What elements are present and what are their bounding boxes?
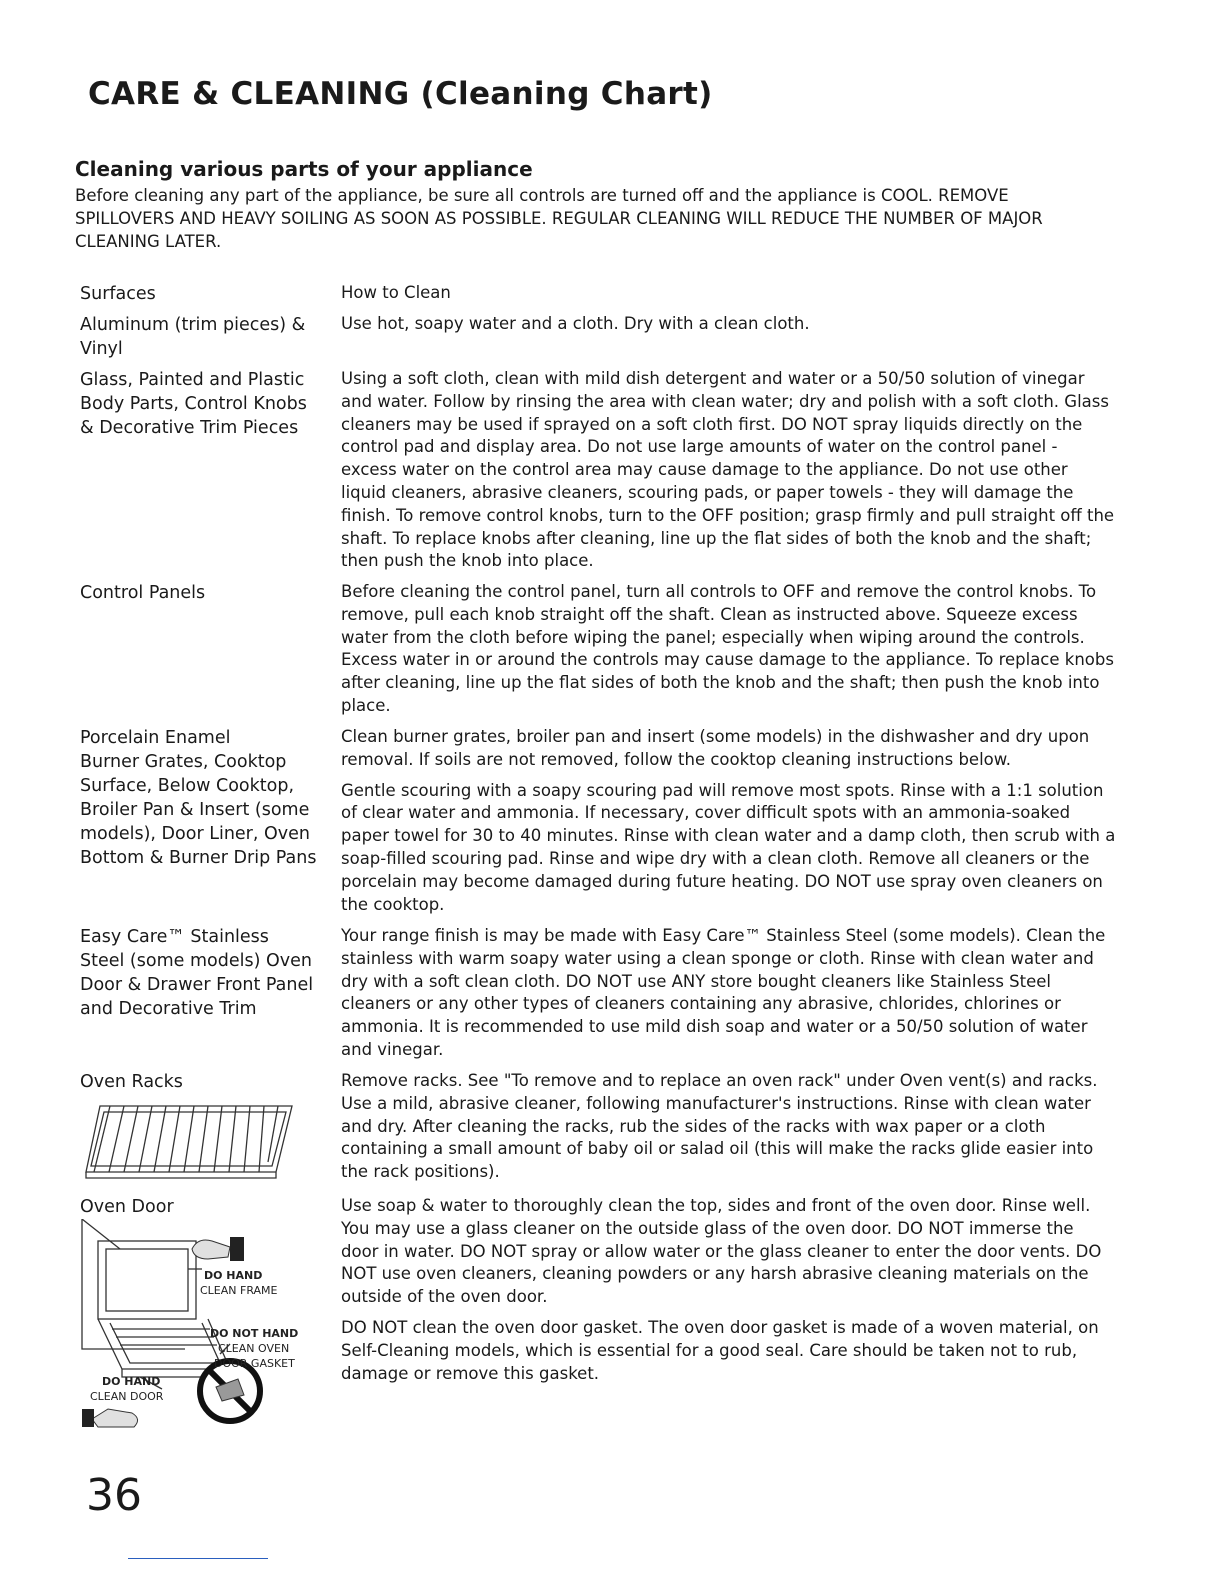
- how-cell: Using a soft cloth, clean with mild dish detergent and water or a 50/50 solution of vinegar and water. Follow by rinsing the area with clean water; dry and polish with a soft cloth. Glass cleaners may be used if sprayed on a soft cloth first. DO NOT spray liquids directly on the control pad and display area. Do not use large amounts of water on the control panel - excess water on the control area may cause damage to the appliance. Do not use other liquid cleaners, abrasive cleaners, scouring pads, or paper towels - they will damage the finish. To remove control knobs, turn to the OFF position; grasp firmly and pull straight off the shaft. To replace knobs after cleaning, line up the flat sides of both the knob and the shaft; then push the knob into place.: [341, 369, 1115, 571]
- prohibited-icon: [200, 1361, 260, 1421]
- surface-cell: Oven Racks: [80, 1072, 183, 1092]
- surface-cell: Glass, Painted and Plastic Body Parts, Control Knobs & Decorative Trim Pieces: [80, 370, 307, 438]
- how-cell-secondary: Gentle scouring with a soapy scouring pad will remove most spots. Rinse with a 1:1 solution of clear water and ammonia. If necessary, cover difficult spots with an ammonia-soaked paper towel for 30 to 40 minutes. Rinse with clean water and a damp cloth, then scrub with a soap-filled scouring pad. Rinse and wipe dry with a clean cloth. Remove all cleaners or the porcelain may become damaged during future heating. DO NOT use spray oven cleaners on the cooktop.: [341, 780, 1116, 914]
- label-do-hand-2: DO HAND: [102, 1375, 161, 1388]
- intro-paragraph: Before cleaning any part of the appliance, be sure all controls are turned off and the appliance is COOL. REMOVE SPILLOVERS AND HEAVY SOILING AS SOON AS POSSIBLE. REGULAR CLEANING WILL REDUCE THE NUMBER OF MAJOR CLEANING LATER.: [75, 186, 1043, 251]
- label-clean-door: CLEAN DOOR: [90, 1390, 164, 1403]
- label-do-not-hand: DO NOT HAND: [210, 1327, 299, 1340]
- how-cell: Before cleaning the control panel, turn all controls to OFF and remove the control knobs. To remove, pull each knob straight off the shaft. Clean as instructed above. Squeeze excess water from the cloth before wiping the panel; especially when wiping around the controls. Excess water in or around the controls may cause damage to the appliance. To replace knobs after cleaning, line up the flat sides of both the knob and the shaft; then push the knob into place.: [341, 582, 1114, 715]
- surface-cell: Control Panels: [80, 583, 206, 603]
- surface-cell: Porcelain Enamel Burner Grates, Cooktop Surface, Below Cooktop, Broiler Pan & Insert (some models), Door Liner, Oven Bottom & Burner Drip Pans: [80, 728, 317, 868]
- page-number: 36: [86, 1470, 142, 1521]
- how-cell-secondary: DO NOT clean the oven door gasket. The oven door gasket is made of a woven material, on Self-Cleaning models, which is essential for a good seal. Care should be taken not to rub, damage or remove this gasket.: [341, 1317, 1099, 1383]
- hand-glove-icon: [192, 1237, 244, 1261]
- how-cell: Use hot, soapy water and a cloth. Dry with a clean cloth.: [341, 314, 810, 333]
- surface-cell: Easy Care™ Stainless Steel (some models) Oven Door & Drawer Front Panel and Decorative Trim: [80, 927, 314, 1019]
- surface-cell: Oven Door: [80, 1197, 174, 1217]
- how-cell: Use soap & water to thoroughly clean the top, sides and front of the oven door. Rinse well. You may use a glass cleaner on the outside glass of the oven door. DO NOT immerse the door in water. DO NOT spray or allow water or the glass cleaner to enter the door vents. DO NOT use oven cleaners, cleaning powders or any harsh abrasive cleaning materials on the outside of the oven door.: [341, 1196, 1102, 1307]
- hand-glove-icon: [82, 1409, 138, 1427]
- oven-door-illustration: [80, 1219, 320, 1429]
- header-how-to-clean: How to Clean: [341, 283, 451, 302]
- oven-rack-illustration: [80, 1102, 302, 1182]
- label-clean-frame: CLEAN FRAME: [200, 1284, 278, 1297]
- label-door-gasket: DOOR GASKET: [214, 1357, 295, 1370]
- footer-divider: [128, 1558, 268, 1559]
- label-do-hand-1: DO HAND: [204, 1269, 263, 1282]
- section-subtitle: Cleaning various parts of your appliance: [75, 157, 533, 181]
- svg-text:DO HAND: [204, 1269, 262, 1282]
- surface-cell: Aluminum (trim pieces) & Vinyl: [80, 315, 306, 359]
- how-cell: Your range finish is may be made with Easy Care™ Stainless Steel (some models). Clean the stainless with warm soapy water using a clean sponge or cloth. Rinse with clean water and dry with a soft clean cloth. DO NOT use ANY store bought cleaners like Stainless Steel cleaners or any other types of cleaners containing any abrasive, chlorides, chlorines or ammonia. It is recommended to use mild dish soap and water or a 50/50 solution of water and vinegar.: [341, 926, 1106, 1059]
- header-surfaces: Surfaces: [80, 284, 156, 304]
- how-cell: Clean burner grates, broiler pan and insert (some models) in the dishwasher and dry upon removal. If soils are not removed, follow the cooktop cleaning instructions below.: [341, 727, 1090, 769]
- how-cell: Remove racks. See "To remove and to replace an oven rack" under Oven vent(s) and racks. Use a mild, abrasive cleaner, following manufacturer's instructions. Rinse with clean water and dry. After cleaning the racks, rub the sides of the racks with wax paper or a cloth containing a small amount of baby oil or salad oil (this will make the racks glide easier into the rack positions).: [341, 1071, 1098, 1182]
- label-clean-oven: CLEAN OVEN: [218, 1342, 290, 1355]
- page-title: CARE & CLEANING (Cleaning Chart): [88, 76, 713, 112]
